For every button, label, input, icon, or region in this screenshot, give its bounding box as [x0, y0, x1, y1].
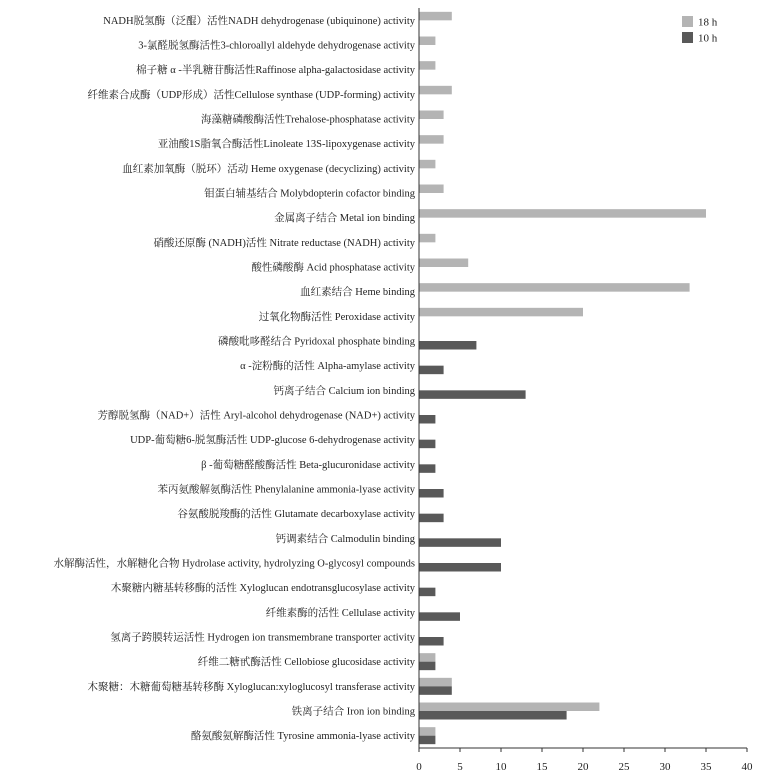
category-label: 磷酸吡哆醛结合 Pyridoxal phosphate binding — [218, 336, 415, 348]
bar-18h — [419, 703, 599, 712]
bar-10h — [419, 686, 452, 695]
x-tick-label: 15 — [536, 761, 548, 773]
bar-18h — [419, 86, 452, 95]
bar-10h — [419, 366, 444, 375]
bar-18h — [419, 160, 435, 169]
bar-18h — [419, 209, 706, 218]
category-label: 硝酸还原酶 (NADH)活性 Nitrate reductase (NADH) activity — [153, 237, 415, 249]
x-tick-label: 25 — [618, 761, 630, 773]
bar-18h — [419, 259, 468, 268]
bar-10h — [419, 637, 444, 646]
bar-18h — [419, 308, 583, 317]
category-label: 钙调素结合 Calmodulin binding — [275, 533, 415, 545]
x-ticks — [416, 748, 753, 773]
category-label: 棉子糖 α -半乳糖苷酶活性Raffinose alpha-galactosidase activity — [136, 65, 415, 77]
category-label: 木聚糖：木糖葡萄糖基转移酶 Xyloglucan:xyloglucosyl transferase activity — [87, 681, 415, 693]
bar-18h — [419, 111, 444, 120]
bar-10h — [419, 390, 526, 399]
x-tick-label: 0 — [416, 761, 422, 773]
x-tick-label: 35 — [700, 761, 712, 773]
category-label: α -淀粉酶的活性 Alpha-amylase activity — [240, 361, 415, 373]
category-label: 木聚糖内糖基转移酶的活性 Xyloglucan endotransglucosylase activity — [110, 583, 415, 595]
category-label: 海藻糖磷酸酶活性Trehalose-phosphatase activity — [201, 114, 415, 126]
category-label: 铁离子结合 Iron ion binding — [291, 706, 415, 718]
bar-10h — [419, 612, 460, 621]
category-labels — [53, 14, 415, 742]
bar-10h — [419, 711, 567, 720]
category-label: 酸性磷酸酶 Acid phosphatase activity — [251, 262, 415, 274]
category-label: 亚油酸1S脂氧合酶活性Linoleate 13S-lipoxygenase activity — [157, 139, 415, 151]
category-label: 血红素加氧酶（脱环）活动 Heme oxygenase (decyclizing) activity — [122, 163, 415, 175]
bar-18h — [419, 653, 435, 662]
bar-18h — [419, 234, 435, 243]
bar-10h — [419, 489, 444, 498]
bar-18h — [419, 727, 435, 736]
bar-10h — [419, 538, 501, 547]
legend-label-18h: 18 h — [698, 16, 718, 29]
category-label: 过氧化物酶活性 Peroxidase activity — [258, 311, 415, 323]
bar-18h — [419, 61, 435, 70]
category-label: 钙离子结合 Calcium ion binding — [273, 385, 415, 397]
category-label: 苯丙氨酸解氨酶活性 Phenylalanine ammonia-lyase activity — [157, 484, 415, 496]
x-tick-label: 20 — [577, 761, 589, 773]
category-label: NADH脱氢酶（泛醌）活性NADH dehydrogenase (ubiquinone) activity — [103, 15, 415, 27]
category-label: 纤维二糖甙酶活性 Cellobiose glucosidase activity — [197, 657, 415, 669]
bar-18h — [419, 185, 444, 194]
bar-18h — [419, 135, 444, 144]
legend-swatch-18h — [682, 16, 693, 27]
bar-10h — [419, 662, 435, 671]
bar-10h — [419, 588, 435, 597]
category-label: 3-氯醛脱氢酶活性3-chloroallyl aldehyde dehydrogenase activity — [138, 40, 415, 52]
x-tick-label: 40 — [741, 761, 753, 773]
bar-18h — [419, 678, 452, 687]
category-label: 氢离子跨膜转运活性 Hydrogen ion transmembrane transporter activity — [110, 632, 415, 644]
bar-10h — [419, 736, 435, 745]
category-label: 芳醇脱氢酶（NAD+）活性 Aryl-alcohol dehydrogenase (NAD+) activity — [97, 410, 415, 422]
category-label: UDP-葡萄糖6-脱氢酶活性 UDP-glucose 6-dehydrogenase activity — [130, 435, 415, 447]
category-label: 水解酶活性，水解糖化合物 Hydrolase activity, hydrolyzing O-glycosyl compounds — [53, 558, 415, 570]
bar-10h — [419, 563, 501, 572]
category-label: 纤维素合成酶（UDP形成）活性Cellulose synthase (UDP-forming) activity — [87, 89, 415, 101]
category-label: 谷氨酸脱羧酶的活性 Glutamate decarboxylase activity — [177, 509, 415, 521]
legend-swatch-10h — [682, 32, 693, 43]
bar-10h — [419, 415, 435, 424]
bar-10h — [419, 440, 435, 449]
category-label: 血红素结合 Heme binding — [300, 287, 415, 299]
bar-18h — [419, 283, 690, 292]
legend-label-10h: 10 h — [698, 32, 718, 45]
legend — [682, 16, 718, 45]
category-label: 金属离子结合 Metal ion binding — [274, 213, 415, 225]
bars-group — [419, 12, 706, 744]
bar-18h — [419, 37, 435, 46]
x-tick-label: 10 — [495, 761, 507, 773]
x-tick-label: 30 — [659, 761, 671, 773]
x-tick-label: 5 — [457, 761, 463, 773]
bar-10h — [419, 464, 435, 473]
category-label: 钼蛋白辅基结合 Molybdopterin cofactor binding — [204, 188, 415, 200]
bar-10h — [419, 341, 476, 350]
category-label: β -葡萄糖醛酸酶活性 Beta-glucuronidase activity — [201, 459, 415, 471]
bar-10h — [419, 514, 444, 523]
category-label: 纤维素酶的活性 Cellulase activity — [265, 607, 415, 619]
bar-18h — [419, 12, 452, 20]
category-label: 酪氨酸氨解酶活性 Tyrosine ammonia-lyase activity — [190, 731, 415, 743]
